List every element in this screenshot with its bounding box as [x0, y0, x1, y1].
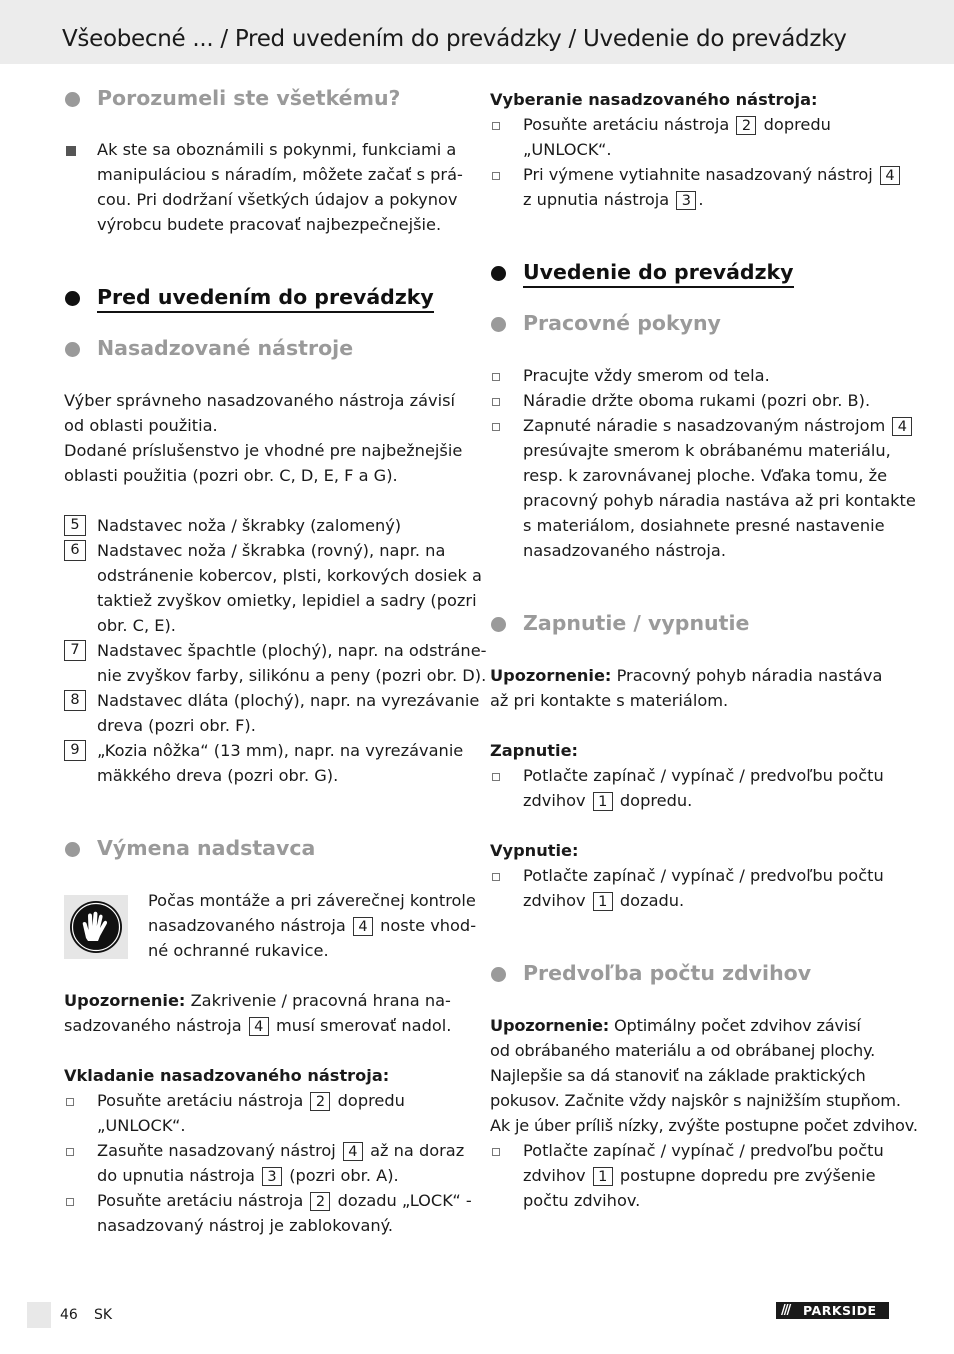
language-code: SK: [94, 1307, 113, 1323]
reference-number: 7: [64, 640, 86, 661]
on-off-note: Upozornenie: Pracovný pohyb náradia nastáva až pri kontakte s materiálom.: [490, 666, 883, 710]
heading-work-instructions: Pracovné pokyny: [490, 311, 721, 336]
reference-number: 2: [310, 1092, 330, 1111]
reference-number: 4: [249, 1017, 269, 1036]
bullet-dot-icon: [491, 967, 506, 982]
bullet-dot-icon: [65, 291, 80, 306]
attachment-note: Upozornenie: Zakrivenie / pracovná hrana na- sadzovaného nástroja 4 musí smerovať nadol.: [64, 991, 452, 1035]
square-bullet-icon: [492, 1148, 500, 1156]
heading-understood: Porozumeli ste všetkému?: [64, 86, 400, 111]
reference-number: 6: [64, 540, 86, 561]
bullet-dot-icon: [65, 92, 80, 107]
reference-number: 1: [593, 892, 613, 911]
reference-number: 4: [880, 166, 900, 185]
reference-number: 3: [676, 191, 696, 210]
heading-on-off: Zapnutie / vypnutie: [490, 611, 749, 636]
reference-number: 2: [736, 116, 756, 135]
bullet-dot-icon: [65, 342, 80, 357]
bullet-dot-icon: [491, 617, 506, 632]
heading-tools: Nasadzované nástroje: [64, 336, 353, 361]
reference-number: 4: [353, 917, 373, 936]
gloves-paragraph: Počas montáže a pri záverečnej kontrole nasadzovaného nástroja 4 noste vhod- né ochranné rukavice.: [148, 891, 477, 960]
square-bullet-icon: [492, 873, 500, 881]
footer-band: [27, 1302, 51, 1328]
square-bullet-icon: [66, 1148, 74, 1156]
heading-attachment-change: Výmena nadstavca: [64, 836, 315, 861]
insert-label: Vkladanie nasadzovaného nástroja:: [64, 1066, 390, 1085]
switch-on-label: Zapnutie:: [490, 741, 579, 760]
reference-number: 5: [64, 515, 86, 536]
reference-number: 4: [343, 1142, 363, 1161]
square-bullet-icon: [66, 1198, 74, 1206]
square-bullet-icon: [492, 373, 500, 381]
square-bullet-icon: [492, 398, 500, 406]
square-bullet-icon: [492, 423, 500, 431]
bullet-dot-icon: [491, 317, 506, 332]
square-bullet-icon: [66, 1098, 74, 1106]
reference-number: 9: [64, 740, 86, 761]
tools-paragraph: Výber správneho nasadzovaného nástroja závisí od oblasti použitia. Dodané príslušenstvo je vhodné pre najbežnejšie oblasti použitia (pozri obr. C, D, E, F a G).: [64, 391, 463, 485]
reference-number: 3: [262, 1167, 282, 1186]
remove-label: Vyberanie nasadzovaného nástroja:: [490, 90, 818, 109]
reference-number: 1: [593, 792, 613, 811]
switch-off-label: Vypnutie:: [490, 841, 579, 860]
square-bullet-icon: [492, 122, 500, 130]
page-number: 46: [60, 1307, 78, 1323]
square-bullet-icon: [492, 172, 500, 180]
brand-name: PARKSIDE: [803, 1303, 877, 1318]
bullet-dot-icon: [491, 266, 506, 281]
reference-number: 8: [64, 690, 86, 711]
bullet-dot-icon: [65, 842, 80, 857]
reference-number: 1: [593, 1167, 613, 1186]
heading-before-operation: Pred uvedením do prevádzky: [64, 285, 434, 310]
protective-gloves-icon: [64, 895, 128, 959]
page-title: Všeobecné ... / Pred uvedením do prevádzky / Uvedenie do prevádzky: [62, 26, 847, 52]
square-bullet-icon: [492, 773, 500, 781]
heading-stroke-preselection: Predvoľba počtu zdvihov: [490, 961, 811, 986]
reference-number: 2: [310, 1192, 330, 1211]
parkside-logo: [776, 1302, 889, 1319]
brand-slashes: ///: [781, 1303, 790, 1318]
square-bullet-icon: [66, 146, 76, 156]
reference-number: 4: [892, 417, 912, 436]
stroke-note: Upozornenie: Optimálny počet zdvihov závisí od obrábaného materiálu a od obrábanej plochy. Najlepšie sa dá stanoviť na základe praktických pokusov. Začnite vždy najskôr s najnižším stupňom. Ak je úber príliš nízky, zvýšte postupne počet zdvihov.: [490, 1016, 918, 1135]
heading-operation: Uvedenie do prevádzky: [490, 260, 794, 285]
